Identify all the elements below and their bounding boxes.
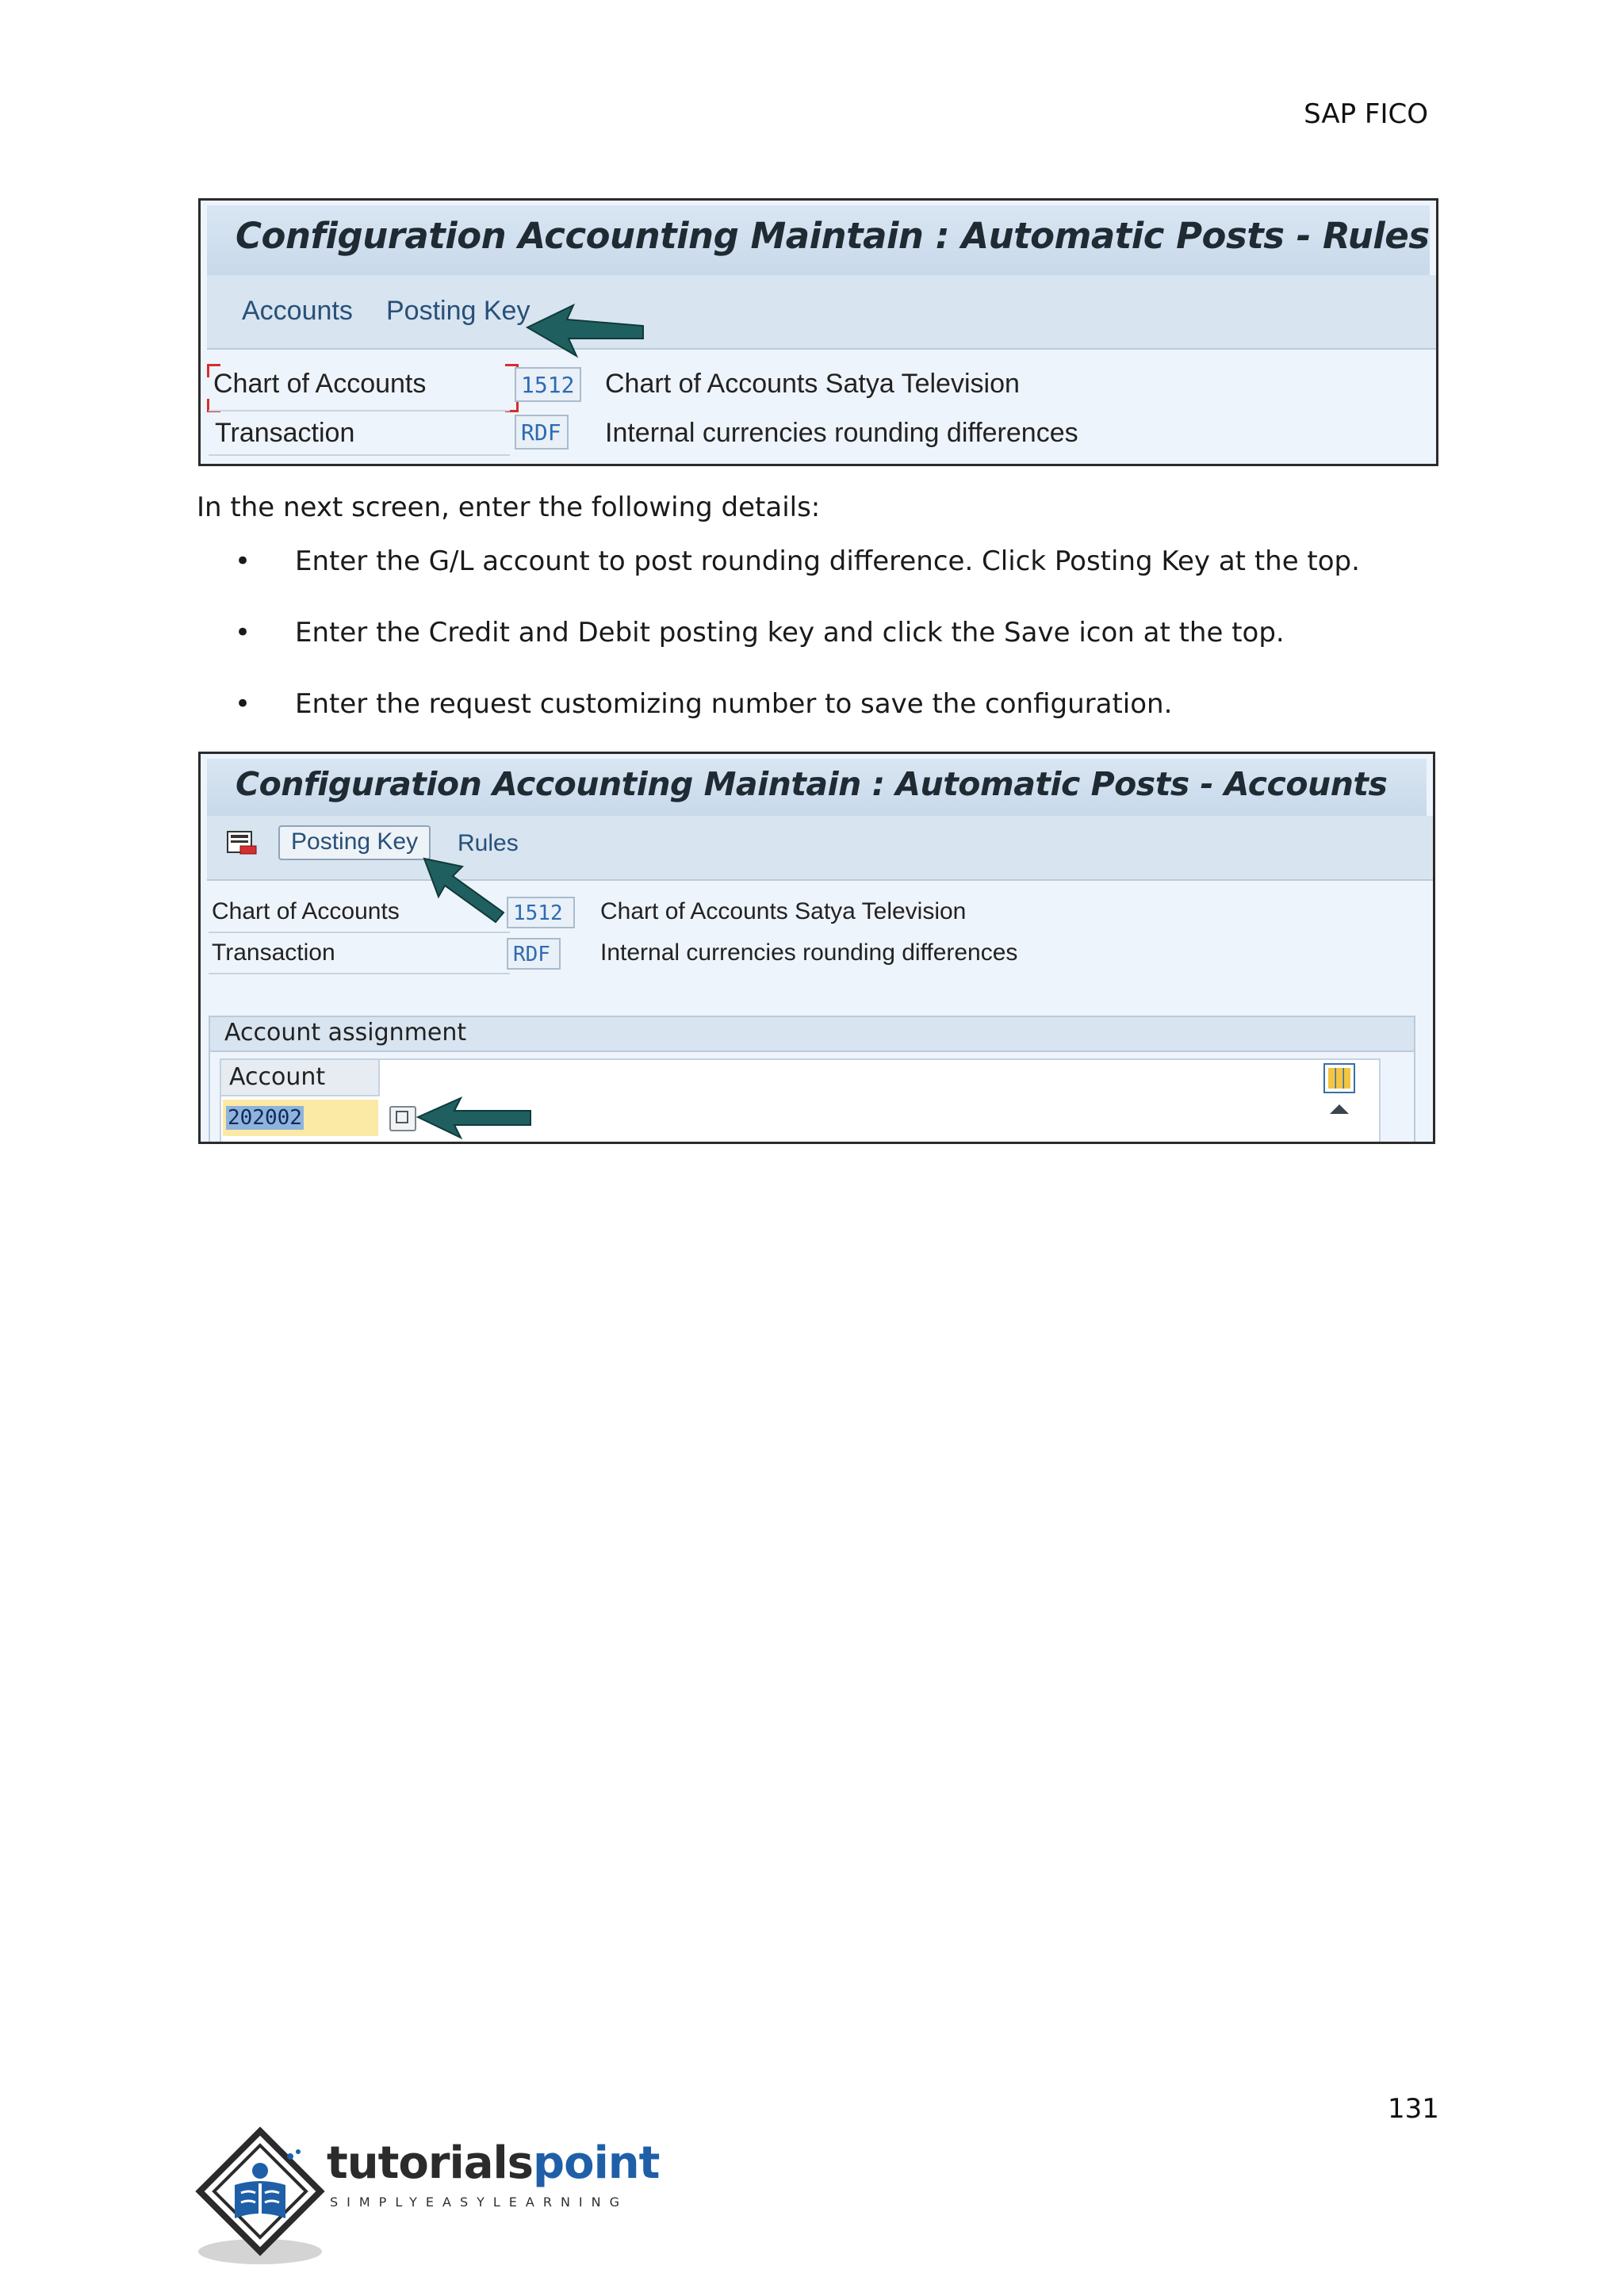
account-assignment-group [209, 1016, 1415, 1144]
divider [209, 454, 510, 456]
group-title: Account assignment [210, 1017, 1414, 1052]
sap-application-toolbar [207, 816, 1433, 881]
toolbar-rules[interactable]: Rules [458, 830, 519, 856]
sap-title-bar [207, 205, 1430, 277]
field-row-chart-of-accounts [201, 364, 1436, 411]
account-input-cell[interactable] [223, 1100, 378, 1136]
divider [209, 932, 510, 933]
save-icon[interactable] [226, 830, 258, 859]
sap-screen-title: Configuration Accounting Maintain : Automatic Posts - Accounts [236, 765, 1388, 803]
divider [209, 973, 510, 974]
chart-of-accounts-field[interactable]: 1512 [507, 897, 575, 928]
toolbar-accounts[interactable]: Accounts [242, 296, 353, 326]
field-label: Chart of Accounts [212, 898, 400, 924]
transaction-field[interactable]: RDF [507, 938, 561, 970]
sap-screenshot-accounts [198, 752, 1435, 1144]
logo-tagline: SIMPLYEASYLEARNING [330, 2195, 629, 2210]
logo-name-part1: tutorials [327, 2137, 534, 2189]
toolbar-posting-key[interactable]: Posting Key [386, 296, 530, 326]
sap-application-toolbar [207, 275, 1436, 350]
logo-wordmark [327, 2137, 659, 2189]
column-header-account[interactable]: Account [221, 1060, 380, 1096]
account-input-value[interactable]: 202002 [228, 1106, 302, 1130]
pointer-arrow-icon [524, 299, 651, 362]
account-table [220, 1058, 1381, 1144]
field-label: Chart of Accounts [213, 369, 427, 399]
list-item: • Enter the Credit and Debit posting key and click the Save icon at the top. [235, 617, 1360, 688]
instruction-list [235, 545, 1360, 760]
sap-screen-title: Configuration Accounting Maintain : Automatic Posts - Rules [236, 215, 1430, 257]
field-description: Chart of Accounts Satya Television [600, 898, 967, 924]
logo-name-part2: point [533, 2137, 660, 2189]
pointer-arrow-icon [421, 855, 508, 927]
divider [209, 410, 510, 411]
field-row-transaction [201, 936, 1433, 984]
field-row-transaction [201, 413, 1436, 461]
chart-of-accounts-field[interactable]: 1512 [515, 367, 581, 402]
field-description: Internal currencies rounding differences [600, 939, 1018, 966]
sap-screenshot-rules [198, 198, 1438, 466]
page-number: 131 [1388, 2093, 1439, 2125]
list-item: • Enter the request customizing number to save the configuration. [235, 688, 1360, 760]
transaction-field[interactable]: RDF [515, 415, 569, 450]
tutorialspoint-logo [193, 2125, 661, 2267]
field-description: Chart of Accounts Satya Television [605, 369, 1020, 399]
page-header: SAP FICO [1304, 98, 1428, 130]
field-label: Transaction [215, 418, 355, 448]
table-settings-icon[interactable] [1323, 1063, 1355, 1093]
sap-title-bar [207, 759, 1427, 817]
list-item: • Enter the G/L account to post rounding difference. Click Posting Key at the top. [235, 545, 1360, 617]
field-label: Transaction [212, 939, 335, 966]
intro-text: In the next screen, enter the following details: [197, 492, 821, 523]
field-row-chart-of-accounts [201, 895, 1433, 943]
pointer-arrow-icon [415, 1095, 534, 1142]
logo-diamond-icon [193, 2125, 328, 2267]
value-help-icon[interactable] [389, 1106, 416, 1131]
field-description: Internal currencies rounding differences [605, 418, 1078, 448]
scroll-up-icon[interactable] [1330, 1104, 1349, 1114]
posting-key-button[interactable]: Posting Key [278, 825, 431, 860]
